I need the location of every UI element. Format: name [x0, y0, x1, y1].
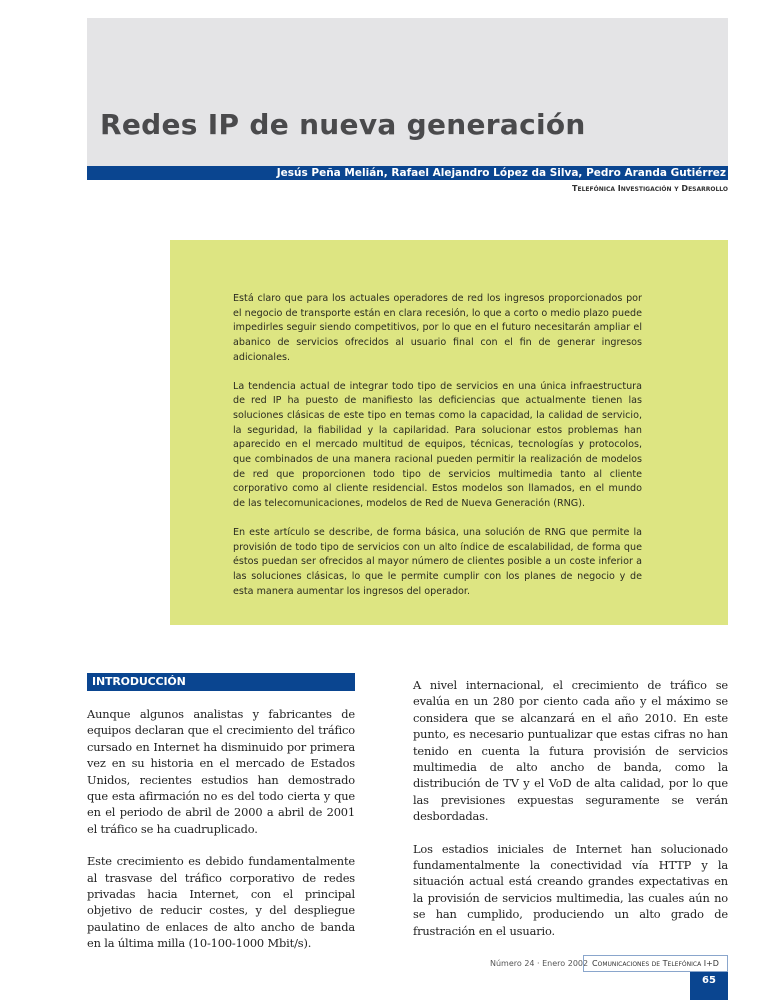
issue-label: Número 24 · Enero 2002 — [490, 959, 589, 968]
abstract-paragraph: La tendencia actual de integrar todo tipo de servicios en una única infraestructura de red IP ha puesto de manifiesto las deficiencias que actualmente tienen las soluciones clásicas de este tipo en temas como la capacidad, la calidad de servicio, la seguridad, la fiabilidad y la capilaridad. Para solucionar estos problemas han aparecido en el mercado multitud de equipos, técnicas, tecnologías y protocolos, que combinados de una manera racional pueden permitir la realización de modelos de red que proporcionen todo tipo de servicios multimedia tanto al cliente corporativo como al cliente residencial. Estos modelos son llamados, en el mundo de las telecomunicaciones, modelos de Red de Nueva Generación (RNG). — [233, 380, 642, 510]
section-heading: INTRODUCCIÓN — [87, 673, 355, 691]
body-paragraph: Este crecimiento es debido fundamentalmente al trasvase del tráfico corporativo de redes privadas hacia Internet, con el principal objetivo de reducir costes, y del despliegue paulatino de enlaces de alto ancho de banda en la última milla (10-100-1000 Mbit/s). — [87, 854, 355, 951]
authors-bar: Jesús Peña Melián, Rafael Alejandro López da Silva, Pedro Aranda Gutiérrez — [87, 166, 728, 180]
abstract-paragraph: En este artículo se describe, de forma básica, una solución de RNG que permite la provisión de todo tipo de servicios con un alto índice de escalabilidad, de forma que éstos puedan ser ofrecidos al mayor número de clientes posible a un coste inferior a las soluciones clásicas, lo que le permite cumplir con los planes de negocio y de esta manera aumentar los ingresos del operador. — [233, 526, 642, 597]
header-band — [87, 18, 728, 166]
right-column — [413, 677, 728, 955]
body-paragraph: Aunque algunos analistas y fabricantes de equipos declaran que el crecimiento del tráfico cursado en Internet ha disminuido por primera vez en su historia en el mercado de Estados Unidos, recientes estudios han demostrado que esta afirmación no es del todo cierta y que en el periodo de abril de 2000 a abril de 2001 el tráfico se ha cuadruplicado. — [87, 707, 355, 836]
article-title: Redes IP de nueva generación — [100, 108, 586, 141]
body-paragraph: Los estadios iniciales de Internet han solucionado fundamentalmente la conectividad vía HTTP y la situación actual está creando grandes expectativas en la provisión de servicios multimedia, las cuales aún no se han cumplido, produciendo un alto grado de frustración en el usuario. — [413, 841, 728, 938]
abstract-paragraph: Está claro que para los actuales operadores de red los ingresos proporcionados por el negocio de transporte están en clara recesión, lo que a corto o medio plazo puede impedirles seguir siendo competitivos, por lo que en el futuro necesitarán ampliar el abanico de servicios ofrecidos al usuario final con el fin de generar ingresos adicionales. — [233, 293, 642, 363]
body-paragraph: A nivel internacional, el crecimiento de tráfico se evalúa en un 280 por ciento cada año y el máximo se considera que se alcanzará en el año 2010. En este punto, es necesario puntualizar que estas cifras no han tenido en cuenta la futura provisión de servicios multimedia de alto ancho de banda, como la distribución de TV y el VoD de alta calidad, por lo que las previsiones expuestas seguramente se verán desbordadas. — [413, 678, 728, 824]
page-number: 65 — [690, 972, 728, 1000]
abstract-box — [170, 240, 728, 625]
affiliation: Telefónica Investigación y Desarrollo — [572, 184, 728, 193]
journal-name: Comunicaciones de Telefónica I+D — [583, 955, 728, 972]
left-column — [87, 673, 355, 968]
